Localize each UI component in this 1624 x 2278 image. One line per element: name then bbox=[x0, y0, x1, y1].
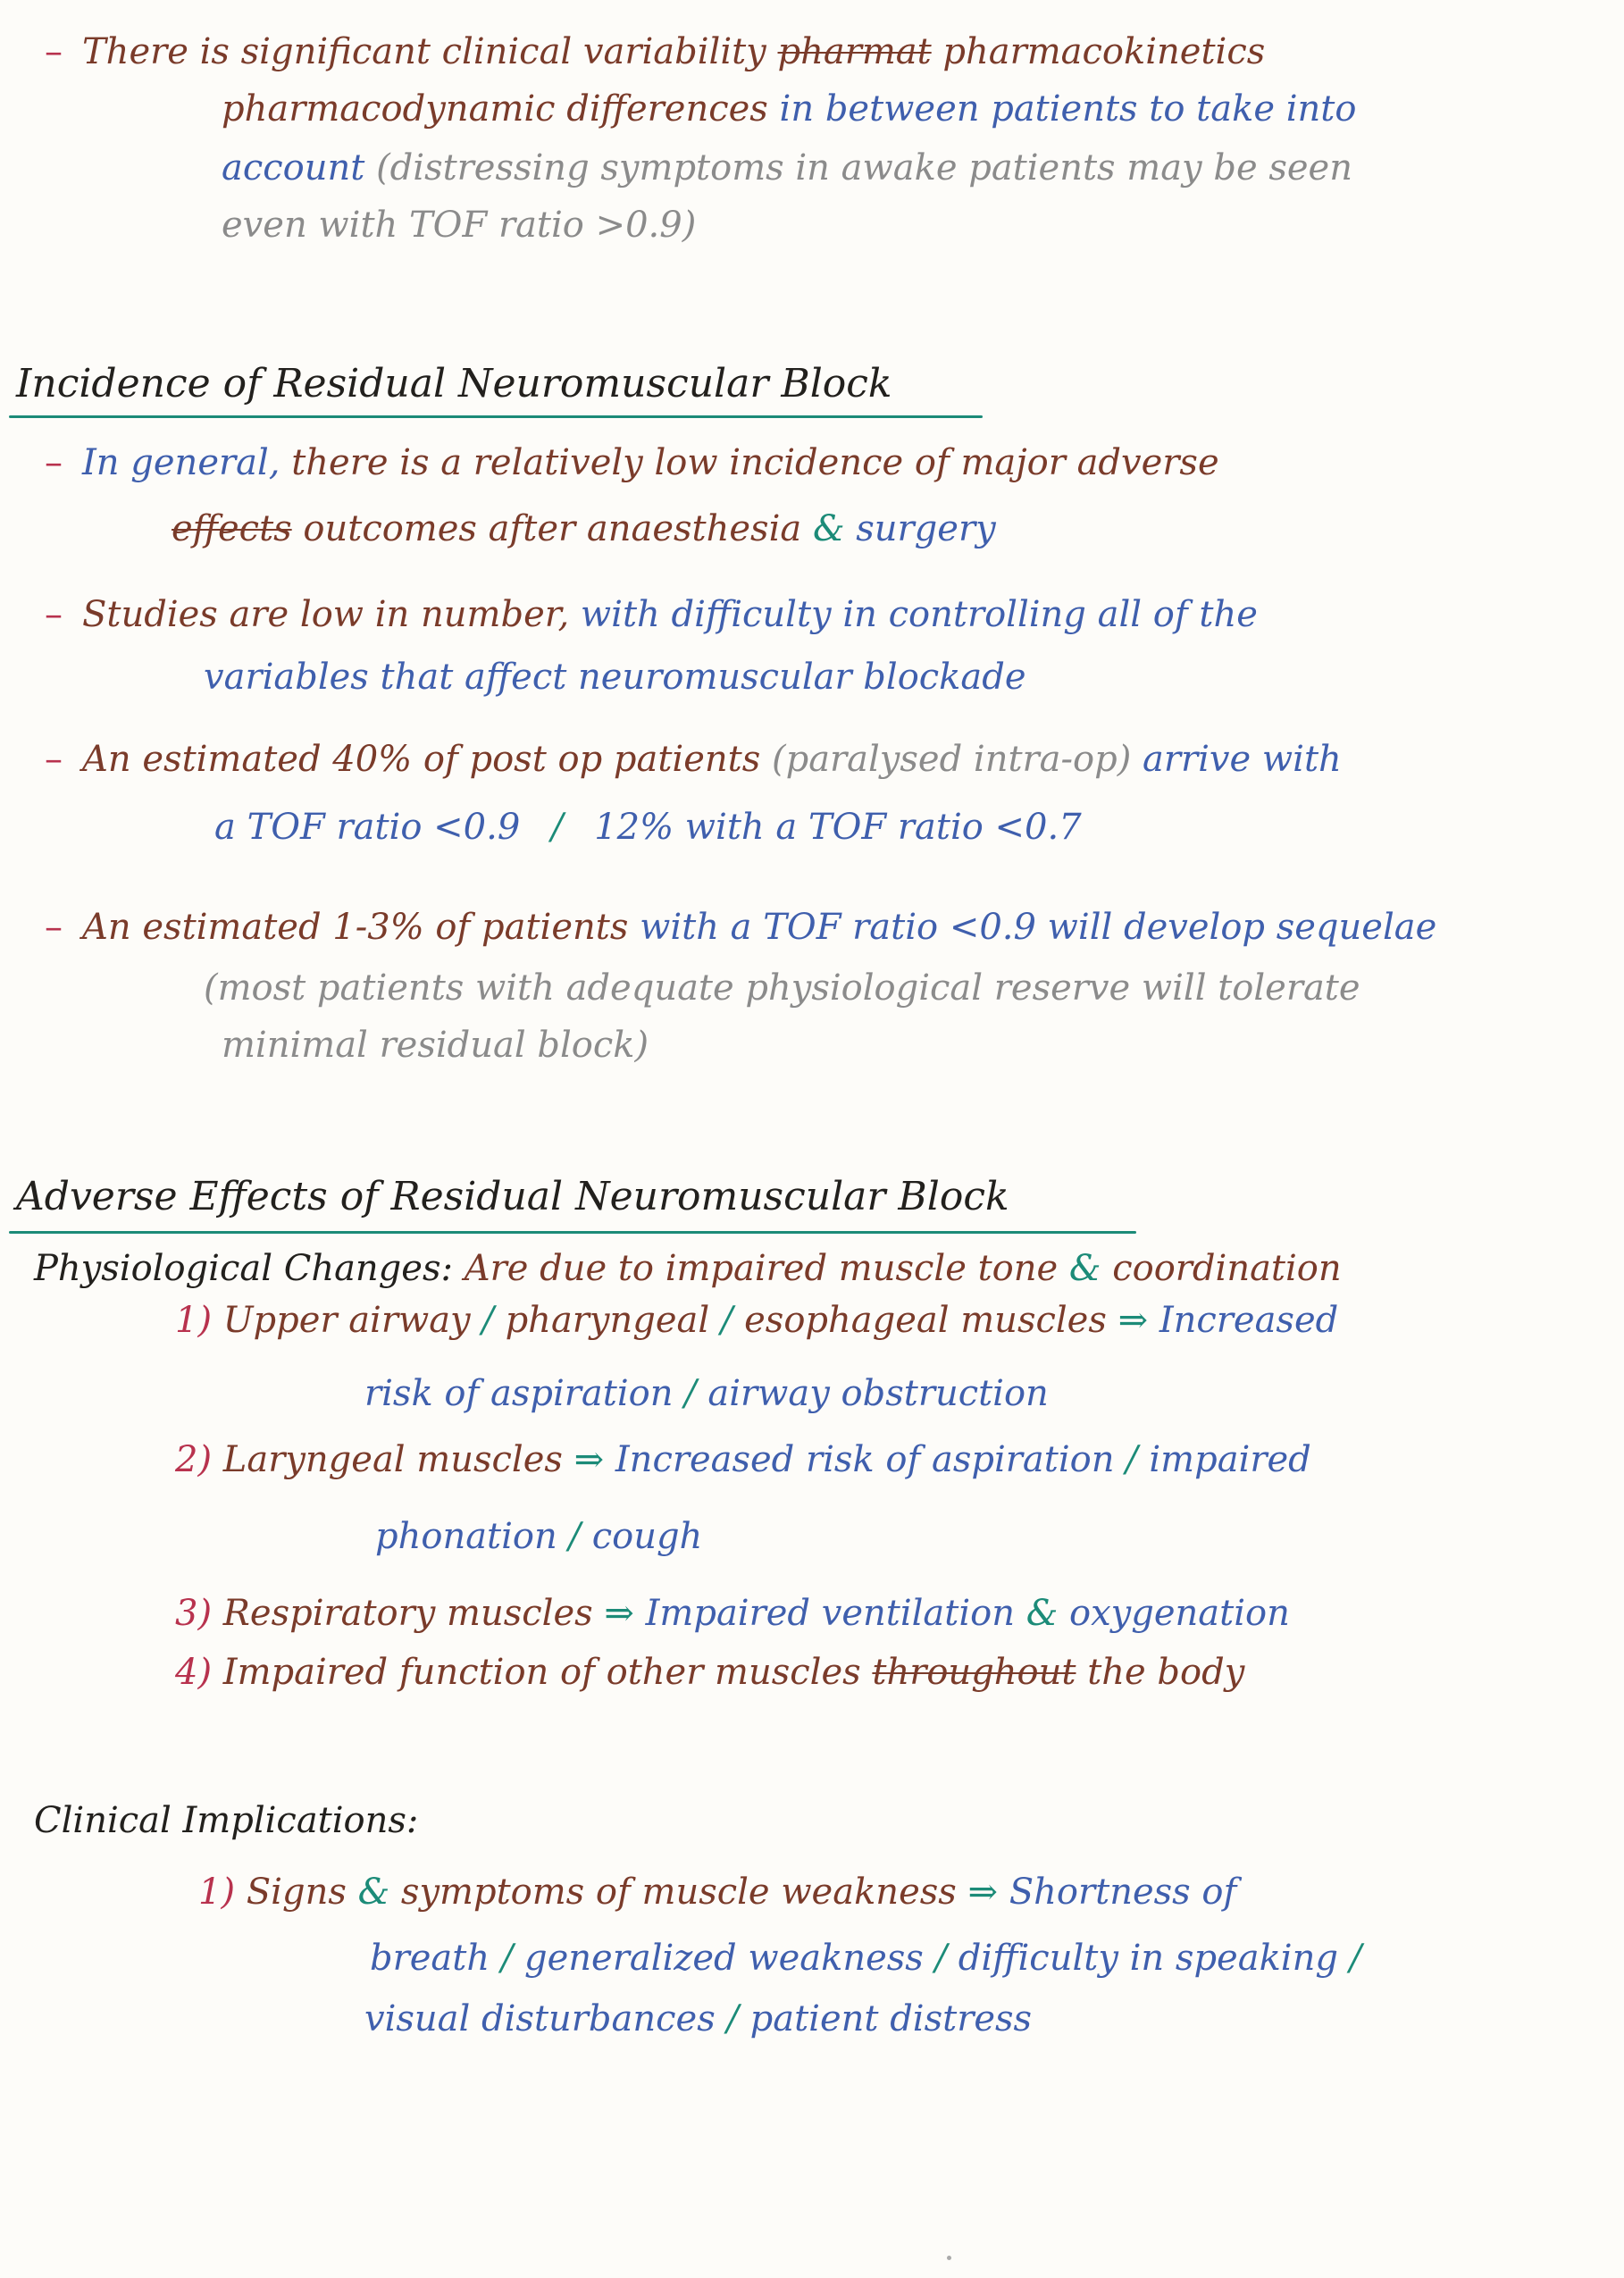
separator-slash: / bbox=[481, 1300, 494, 1341]
bullet-text: a TOF ratio <0.9 bbox=[214, 807, 521, 848]
incidence-bullet-2-line-1 bbox=[45, 594, 1258, 635]
bullet-text: (paralysed intra-op) bbox=[771, 739, 1132, 780]
physiological-item-3 bbox=[175, 1593, 1290, 1634]
bullet-text: with a TOF ratio <0.9 will develop sequelae bbox=[640, 907, 1437, 948]
item-text: Impaired function of other muscles bbox=[222, 1652, 861, 1693]
bullet-text: there is a relatively low incidence of major adverse bbox=[291, 442, 1219, 483]
intro-line-3 bbox=[222, 147, 1352, 188]
separator-slash: / bbox=[500, 1938, 514, 1979]
item-text: Increased bbox=[1159, 1300, 1339, 1341]
bullet-text: 12% with a TOF ratio <0.7 bbox=[594, 807, 1082, 848]
intro-text: (distressing symptoms in awake patients may be seen bbox=[376, 147, 1352, 188]
crossed-out-word: throughout bbox=[872, 1652, 1076, 1693]
subheading-physiological-changes: Physiological Changes: bbox=[34, 1248, 453, 1289]
item-text: patient distress bbox=[749, 1998, 1033, 2039]
item-text: Impaired ventilation bbox=[645, 1593, 1015, 1634]
ampersand: & bbox=[812, 508, 845, 549]
incidence-bullet-3-line-2 bbox=[214, 807, 1082, 848]
arrow-icon: ⇒ bbox=[604, 1593, 634, 1634]
item-text: pharyngeal bbox=[505, 1300, 710, 1341]
item-text: cough bbox=[591, 1516, 703, 1557]
bullet-text: outcomes after anaesthesia bbox=[303, 508, 802, 549]
ampersand: & bbox=[1025, 1593, 1059, 1634]
item-text: impaired bbox=[1149, 1439, 1311, 1480]
physiological-changes-line bbox=[34, 1248, 1342, 1289]
item-text: visual disturbances bbox=[364, 1998, 716, 2039]
bullet-text: In general, bbox=[82, 442, 280, 483]
subheading-clinical-implications: Clinical Implications: bbox=[34, 1800, 419, 1841]
item-text: generalized weakness bbox=[524, 1938, 924, 1979]
item-text: symptoms of muscle weakness bbox=[400, 1872, 957, 1913]
bullet-dash: – bbox=[45, 442, 63, 483]
bullet-dash: – bbox=[45, 31, 63, 72]
physiological-item-2-line-2 bbox=[375, 1516, 703, 1557]
item-text: Upper airway bbox=[222, 1300, 471, 1341]
item-text: Respiratory muscles bbox=[222, 1593, 593, 1634]
bullet-dash: – bbox=[45, 907, 63, 948]
separator-slash: / bbox=[1126, 1439, 1138, 1480]
list-number: 2) bbox=[175, 1439, 213, 1480]
item-text: phonation bbox=[375, 1516, 557, 1557]
arrow-icon: ⇒ bbox=[573, 1439, 605, 1480]
crossed-out-word: pharmat bbox=[777, 31, 932, 72]
item-text: breath bbox=[370, 1938, 490, 1979]
body-text: coordination bbox=[1112, 1248, 1342, 1289]
bullet-dash: – bbox=[45, 739, 63, 780]
separator-slash: / bbox=[720, 1300, 733, 1341]
item-text: difficulty in speaking bbox=[958, 1938, 1338, 1979]
item-text: risk of aspiration bbox=[364, 1373, 674, 1414]
item-text: Shortness of bbox=[1009, 1872, 1237, 1913]
item-text: esophageal muscles bbox=[744, 1300, 1107, 1341]
list-number: 1) bbox=[175, 1300, 213, 1341]
item-text: Increased risk of aspiration bbox=[615, 1439, 1115, 1480]
separator-slash: / bbox=[568, 1516, 581, 1557]
crossed-out-word: effects bbox=[172, 508, 292, 549]
bullet-text: Studies are low in number, bbox=[82, 594, 570, 635]
arrow-icon: ⇒ bbox=[967, 1872, 999, 1913]
bullet-text: An estimated 40% of post op patients bbox=[82, 739, 761, 780]
physiological-item-1-line-2 bbox=[364, 1373, 1049, 1414]
physiological-item-1-line-1 bbox=[175, 1300, 1339, 1341]
section-heading-incidence: Incidence of Residual Neuromuscular Block bbox=[16, 361, 892, 406]
list-number: 4) bbox=[175, 1652, 213, 1693]
arrow-icon: ⇒ bbox=[1118, 1300, 1149, 1341]
intro-text: There is significant clinical variability bbox=[82, 31, 766, 72]
bullet-text: surgery bbox=[856, 508, 996, 549]
item-text: oxygenation bbox=[1069, 1593, 1290, 1634]
item-text: the body bbox=[1087, 1652, 1245, 1693]
heading-underline bbox=[9, 415, 983, 418]
item-text: Laryngeal muscles bbox=[222, 1439, 563, 1480]
clinical-item-1-line-3 bbox=[364, 1998, 1033, 2039]
separator-slash: / bbox=[684, 1373, 697, 1414]
incidence-bullet-3-line-1 bbox=[45, 739, 1342, 780]
intro-line-4: even with TOF ratio >0.9) bbox=[222, 205, 697, 246]
intro-line-1 bbox=[45, 31, 1266, 72]
item-text: Signs bbox=[246, 1872, 347, 1913]
intro-text: pharmacokinetics bbox=[942, 31, 1266, 72]
incidence-bullet-4-line-1 bbox=[45, 907, 1437, 948]
bullet-text: arrive with bbox=[1143, 739, 1342, 780]
body-text: Are due to impaired muscle tone bbox=[464, 1248, 1059, 1289]
incidence-bullet-2-line-2: variables that affect neuromuscular blockade bbox=[204, 657, 1026, 698]
item-text: airway obstruction bbox=[707, 1373, 1049, 1414]
list-number: 3) bbox=[175, 1593, 213, 1634]
separator-slash: / bbox=[934, 1938, 948, 1979]
incidence-bullet-4-line-2: (most patients with adequate physiological reserve will tolerate bbox=[204, 967, 1360, 1009]
incidence-bullet-1-line-2 bbox=[172, 508, 996, 549]
bullet-dash: – bbox=[45, 594, 63, 635]
separator-slash: / bbox=[550, 807, 564, 848]
physiological-item-4 bbox=[175, 1652, 1245, 1693]
physiological-item-2-line-1 bbox=[175, 1439, 1311, 1480]
intro-line-2 bbox=[222, 88, 1357, 130]
incidence-bullet-1-line-1 bbox=[45, 442, 1219, 483]
intro-text: pharmacodynamic differences bbox=[222, 88, 768, 130]
bullet-text: with difficulty in controlling all of the bbox=[580, 594, 1258, 635]
paper-speck bbox=[947, 2256, 951, 2260]
separator-slash: / bbox=[1349, 1938, 1362, 1979]
intro-text: account bbox=[222, 147, 365, 188]
clinical-item-1-line-1 bbox=[198, 1872, 1237, 1913]
section-heading-adverse-effects: Adverse Effects of Residual Neuromuscular Block bbox=[16, 1174, 1009, 1219]
ampersand: & bbox=[357, 1872, 390, 1913]
intro-text: in between patients to take into bbox=[779, 88, 1357, 130]
heading-underline bbox=[9, 1231, 1136, 1234]
bullet-text: An estimated 1-3% of patients bbox=[82, 907, 629, 948]
list-number: 1) bbox=[198, 1872, 236, 1913]
separator-slash: / bbox=[726, 1998, 739, 2039]
clinical-item-1-line-2 bbox=[370, 1938, 1362, 1979]
ampersand: & bbox=[1068, 1248, 1101, 1289]
incidence-bullet-4-line-3: minimal residual block) bbox=[222, 1025, 649, 1066]
